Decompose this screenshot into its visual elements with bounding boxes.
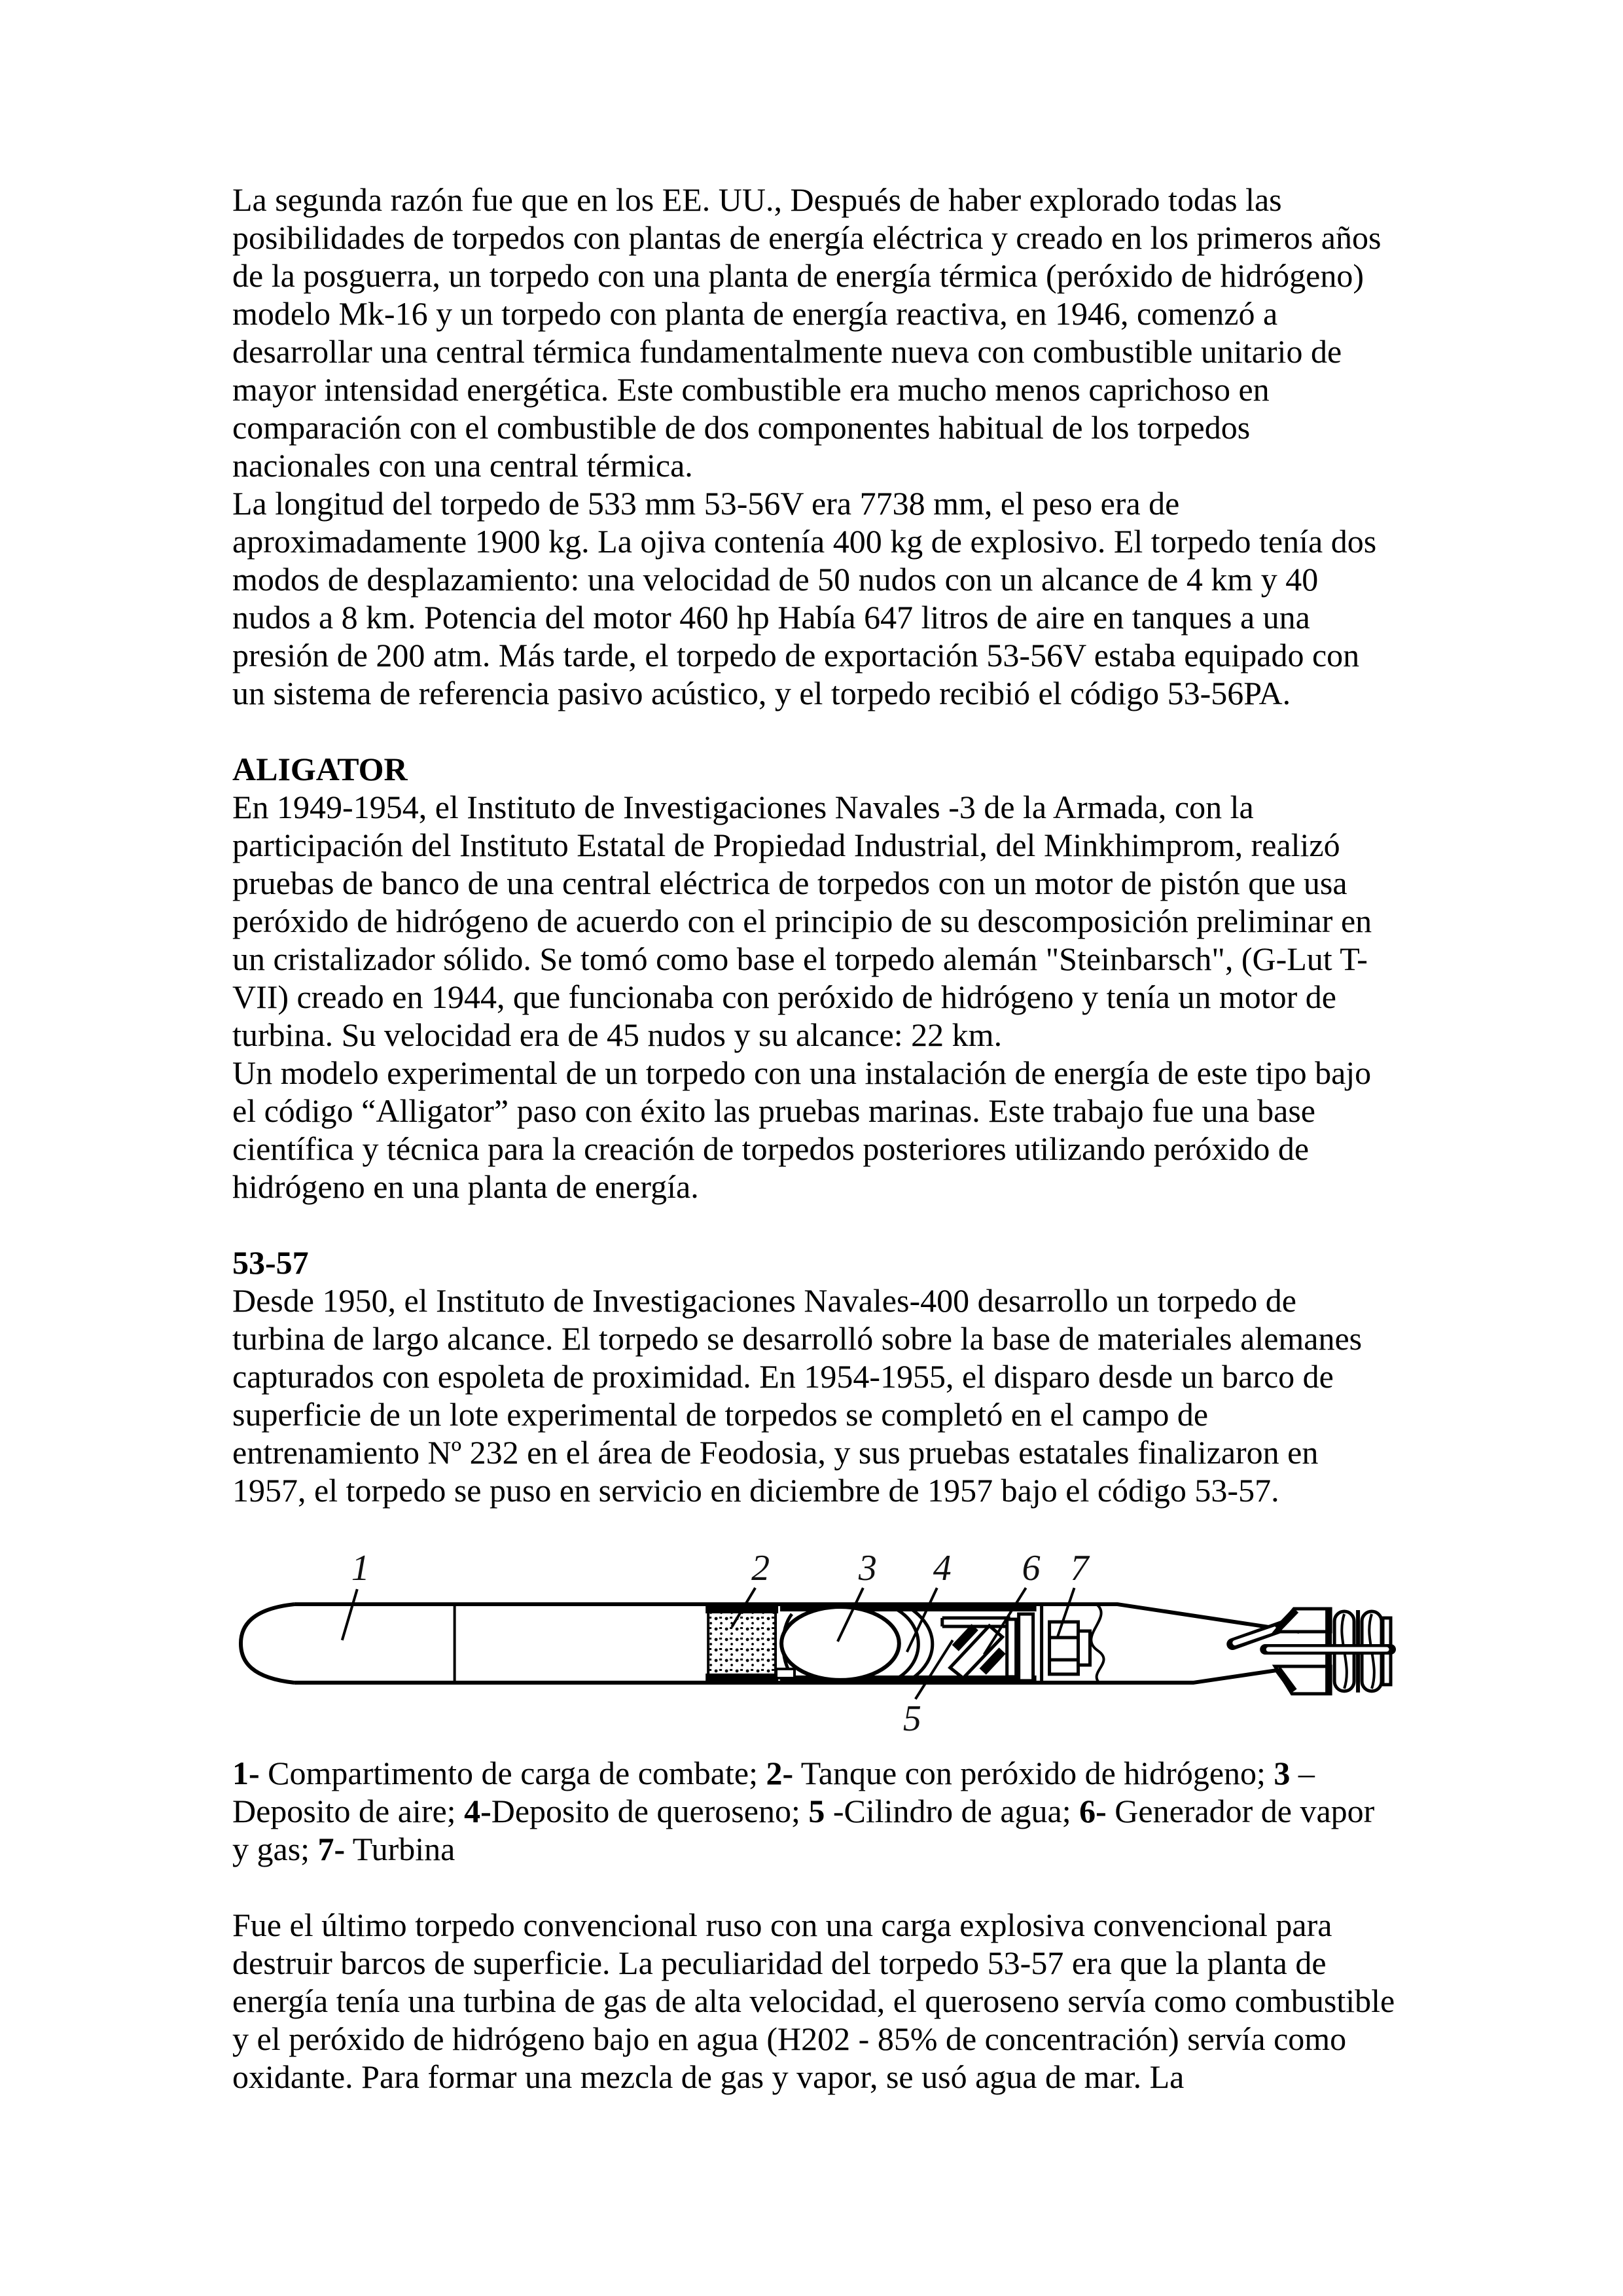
caption-text: Deposito de queroseno; [491,1793,809,1829]
figure-label-2: 2 [751,1548,770,1589]
torpedo-cross-section-drawing [232,1542,1396,1738]
caption-text: Compartimento de carga de combate; [259,1755,766,1791]
figure-label-3: 3 [858,1548,877,1589]
air-tank-oval [776,1607,899,1680]
paragraph-intro-53-56: La segunda razón fue que en los EE. UU., Después de haber explorado todas las posibilidades de torpedos con plantas de energía eléctrica y creado en los primeros años de la posguerra, un torpedo con una planta de energía térmica (peróxido de hidrógeno) modelo Mk-16 y un torpedo con planta de energía reactiva, en 1946, comenzó a desarrollar una central térmica fundamentalmente nueva con combustible unitario de mayor intensidad energética. Este combustible era mucho menos caprichoso en comparación con el combustible de dos componentes habitual de los torpedos nacionales con una central térmica. [232,181,1382,484]
caption-text: Generador de vapor y gas; [232,1793,1375,1867]
tail-bulkhead-wavy-line [1091,1604,1103,1683]
paragraph-specs-53-56: La longitud del torpedo de 533 mm 53-56V era 7738 mm, el peso era de aproximadamente 1900 kg. La ojiva contenía 400 kg de explosivo. El torpedo tenía dos modos de desplazamiento: una velocidad de 50 nudos con un alcance de 4 km y 40 nudos a 8 km. Potencia del motor 460 hp Había 647 litros de aire en tanques a una presión de 200 atm. Más tarde, el torpedo de exportación 53-56V estaba equipado con un sistema de referencia pasivo acústico, y el torpedo recibió el código 53-56PA. [232,485,1377,711]
caption-number: 5 [808,1793,825,1829]
caption-number: 3 [1274,1755,1291,1791]
page-content [232,181,1396,2096]
figure-caption [232,1754,1396,1868]
figure-label-4: 4 [933,1548,952,1589]
tail-fins-propellers [1265,1607,1391,1694]
torpedo-diagram [232,1542,1396,1738]
figure-label-6: 6 [1022,1548,1041,1589]
paragraph-aligator-2: Un modelo experimental de un torpedo con una instalación de energía de este tipo bajo el código “Alligator” paso con éxito las pruebas marinas. Este trabajo fue una base científica y técnica para la creación de torpedos posteriores utilizando peróxido de hidrógeno en una planta de energía. [232,1054,1372,1205]
turbine-section [1050,1604,1104,1683]
figure-label-5: 5 [902,1698,921,1738]
figure-label-7: 7 [1070,1548,1089,1589]
blank-line [232,712,1396,750]
peroxide-tank-section [705,1604,778,1683]
caption-text: – Deposito de aire; [232,1755,1315,1829]
figure-label-1: 1 [351,1548,370,1589]
caption-number: 1- [232,1755,260,1791]
caption-number: 2- [766,1755,794,1791]
blank-line [232,1206,1396,1244]
generator-assembly [950,1604,1042,1683]
caption-text: -Cilindro de agua; [825,1793,1080,1829]
caption-number: 6- [1079,1793,1107,1829]
paragraph-53-57-description: Fue el último torpedo convencional ruso con una carga explosiva convencional para destruir barcos de superficie. La peculiaridad del torpedo 53-57 era que la planta de energía tenía una turbina de gas de alta velocidad, el queroseno servía como combustible y el peróxido de hidrógeno bajo en agua (H202 - 85% de concentración) servía como oxidante. Para formar una mezcla de gas y vapor, se usó agua de mar. La [232,1907,1395,2095]
paragraph-aligator-1: En 1949-1954, el Instituto de Investigaciones Navales -3 de la Armada, con la participación del Instituto Estatal de Propiedad Industrial, del Minkhimprom, realizó pruebas de banco de una central eléctrica de torpedos con un motor de pistón que usa peróxido de hidrógeno de acuerdo con el principio de su descomposición preliminar en un cristalizador sólido. Se tomó como base el torpedo alemán "Steinbarsch", (G-Lut T-VII) creado en 1944, que funcionaba con peróxido de hidrógeno y tenía un motor de turbina. Su velocidad era de 45 nudos y su alcance: 22 km. [232,789,1372,1053]
heading-aligator: ALIGATOR [232,751,408,787]
caption-number: 4- [464,1793,491,1829]
caption-number: 7- [317,1831,346,1867]
caption-text: Turbina [345,1831,455,1867]
heading-53-57: 53-57 [232,1244,309,1281]
caption-text: Tanque con peróxido de hidrógeno; [793,1755,1274,1791]
blank-line [232,1868,1396,1906]
paragraph-53-57-history: Desde 1950, el Instituto de Investigaciones Navales-400 desarrollo un torpedo de turbina de largo alcance. El torpedo se desarrolló sobre la base de materiales alemanes capturados con espoleta de proximidad. En 1954-1955, el disparo desde un barco de superficie de un lote experimental de torpedos se completó en el campo de entrenamiento Nº 232 en el área de Feodosia, y sus pruebas estatales finalizaron en 1957, el torpedo se puso en servicio en diciembre de 1957 bajo el código 53-57. [232,1282,1363,1509]
